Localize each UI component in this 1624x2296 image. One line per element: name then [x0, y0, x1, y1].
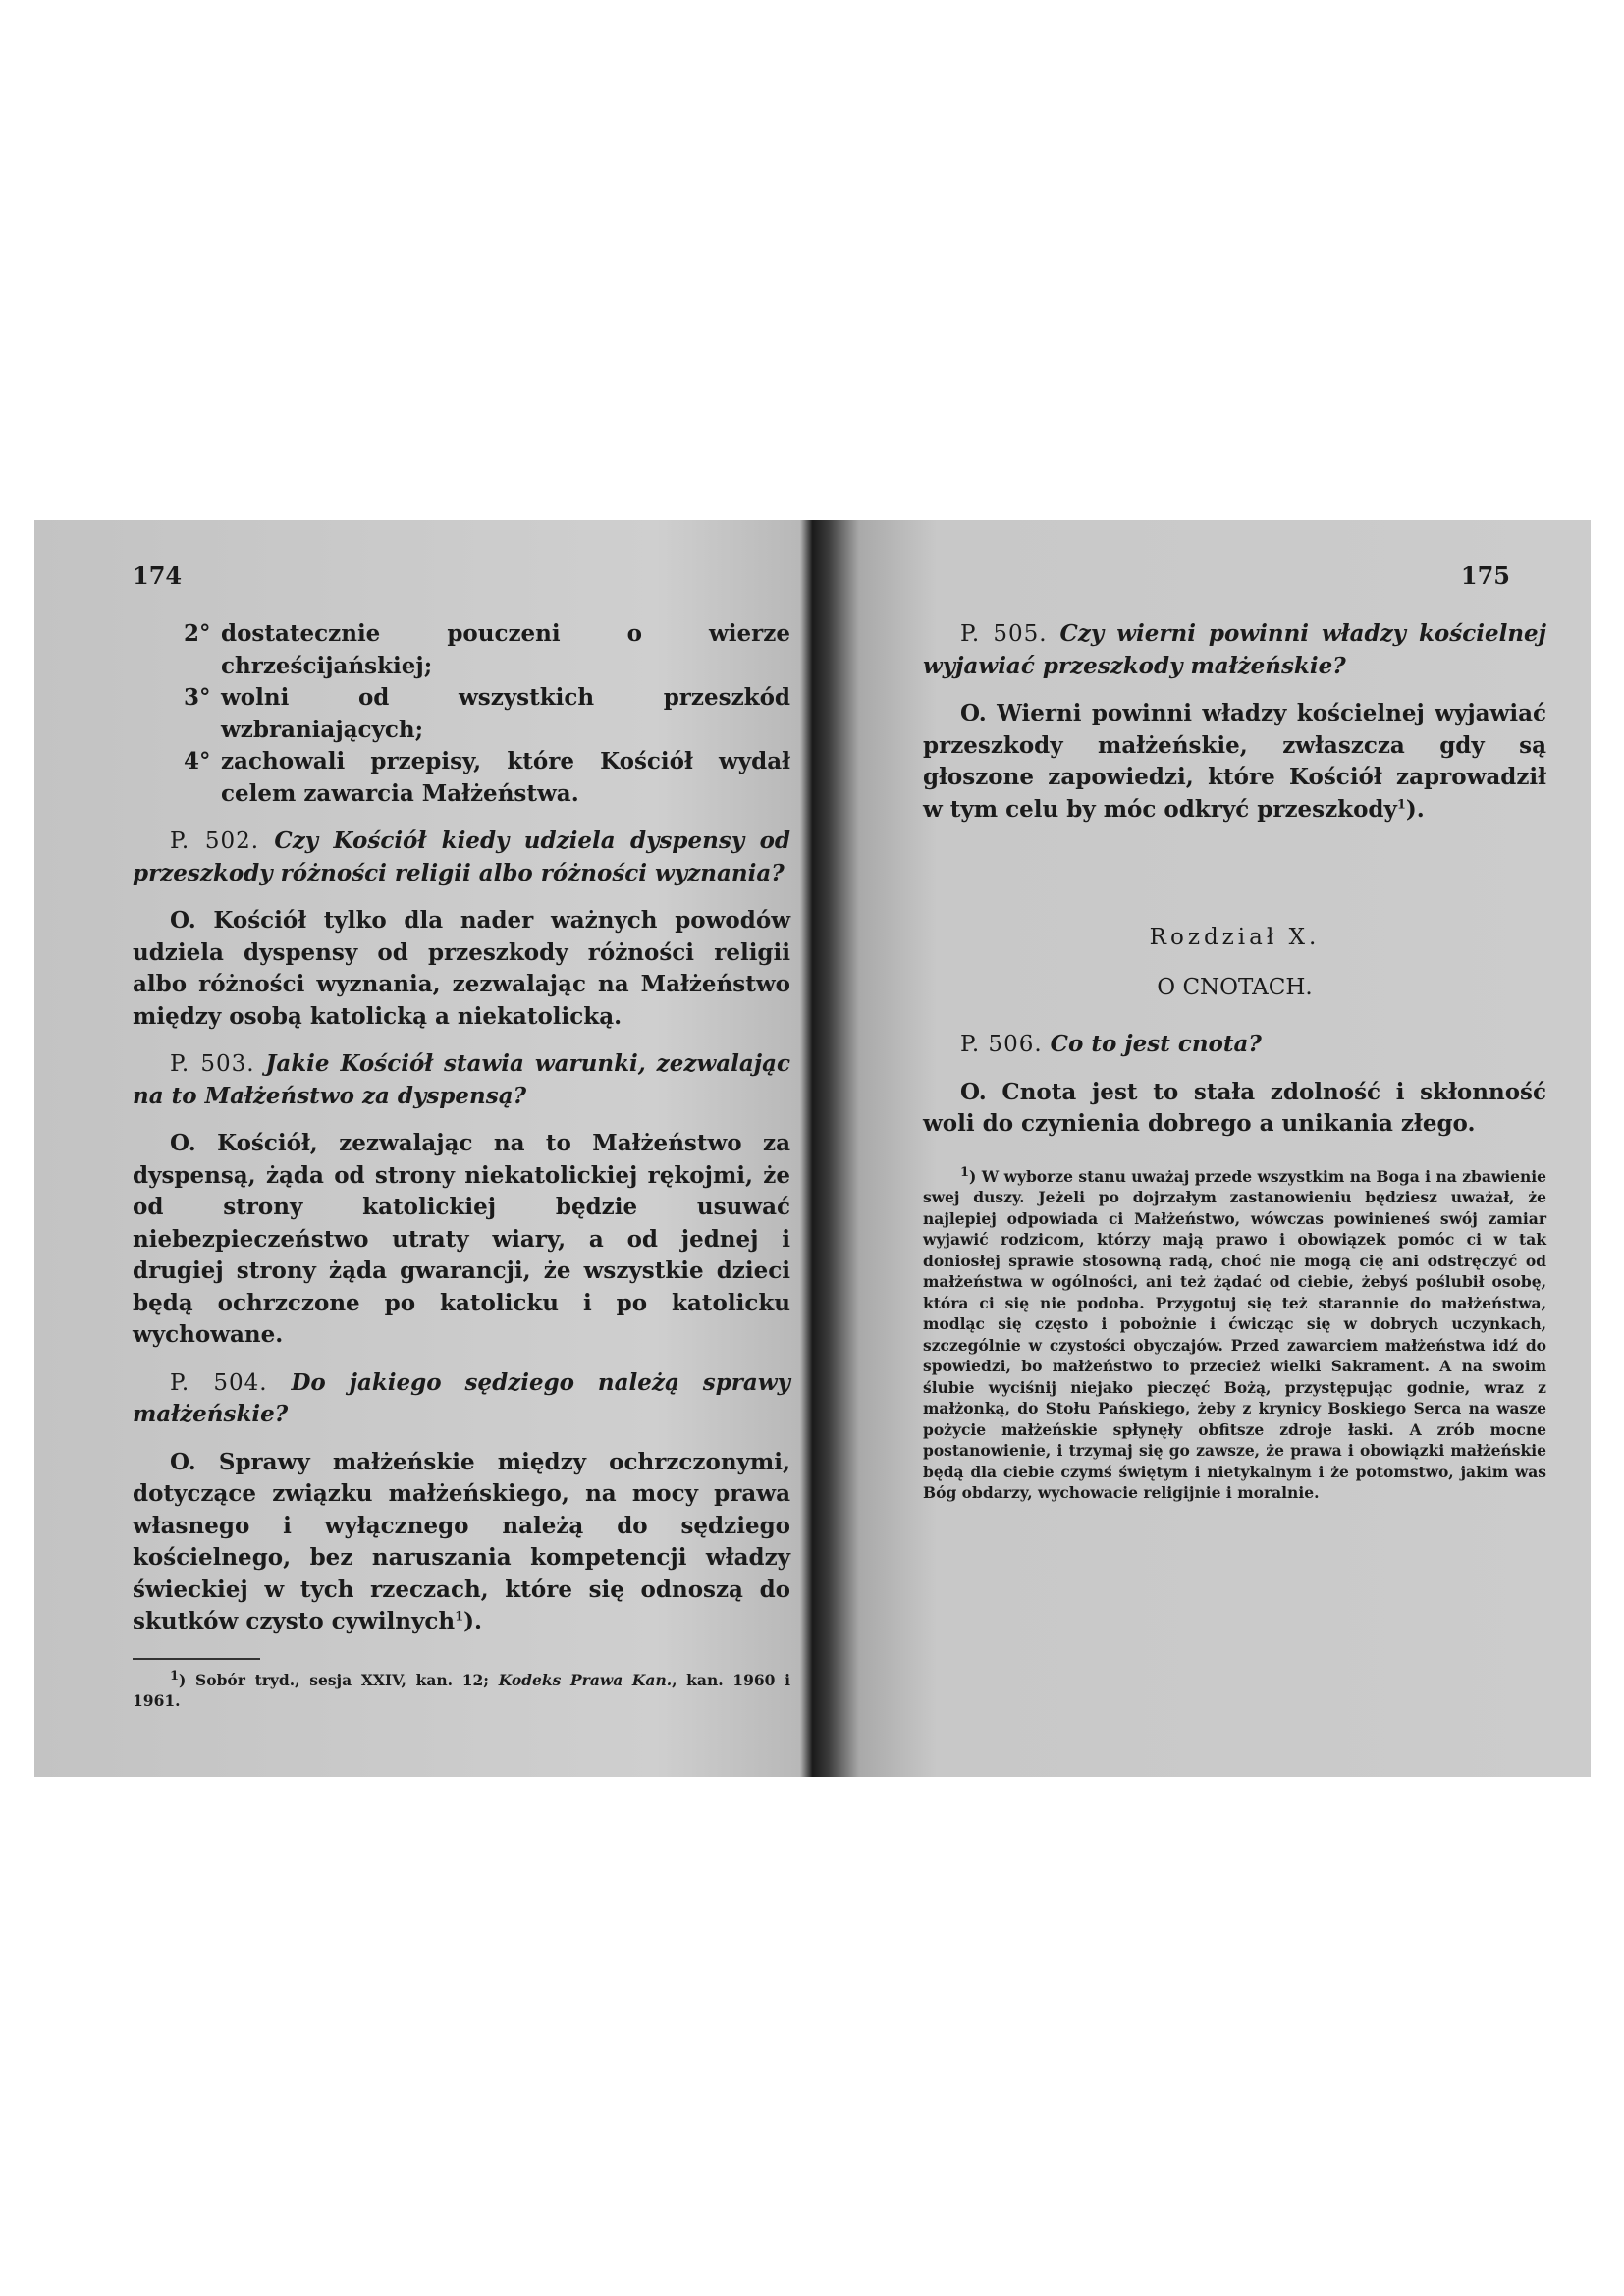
chapter-title: O CNOTACH. — [1157, 974, 1313, 1000]
answer-end: ). — [1405, 795, 1425, 823]
question-505 — [923, 618, 1546, 682]
footnote-mark: 1 — [960, 1164, 970, 1180]
footnote-mark: 1 — [170, 1668, 180, 1683]
answer-504 — [133, 1447, 790, 1638]
footnote-ref: 1 — [455, 1609, 464, 1625]
right-page — [825, 520, 1591, 1777]
right-column — [923, 618, 1546, 1504]
answer-text: O. Wierni powinni władzy kościelnej wyjawiać przeszkody małżeńskie, zwłaszcza gdy są głoszone zapowiedzi, które Kościół zaprowadził w tym celu by móc odkryć przeszkody — [923, 700, 1546, 823]
answer-end: ). — [463, 1608, 483, 1634]
question-text: Jakie Kościół stawia warunki, zezwalając na to Małżeństwo za dyspensą? — [133, 1050, 791, 1109]
list-text: dostatecznie pouczeni o wierze chrześcijańskiej; — [221, 620, 790, 679]
question-text: Do jakiego sędziego należą sprawy małżeńskie? — [133, 1368, 790, 1427]
question-504 — [133, 1367, 790, 1431]
page-number: 175 — [1460, 561, 1510, 590]
list-item — [133, 682, 790, 746]
answer-502: O. Kościół tylko dla nader ważnych powodów udziela dyspensy od przeszkody różności religii albo różności wyznania, zezwalając na Małżeństwo między osobą katolicką a niekatolicką. — [133, 907, 790, 1030]
footnote-ref: 1 — [1396, 796, 1406, 812]
list-number: 2° — [184, 620, 211, 647]
list-item — [133, 618, 790, 682]
left-column — [133, 618, 790, 1712]
chapter-heading: Rozdział X. — [1149, 925, 1321, 950]
question-text: Czy wierni powinni władzy kościelnej wyjawiać przeszkody małżeńskie? — [923, 620, 1546, 679]
list-number: 4° — [184, 748, 211, 774]
page-number: 174 — [133, 561, 183, 590]
footnote — [923, 1166, 1546, 1504]
question-506 — [923, 1029, 1546, 1061]
footnote-text: ) W wyborze stanu uważaj przede wszystkim na Boga i na zbawienie swej duszy. Jeżeli po dojrzałym zastanowieniu będziesz uważał, że najlepiej odpowiada ci Małżeństwo, wówczas powinieneś swój zamiar wyjawić rodzicom, którzy mają prawo i obowiązek pomóc ci w tak doniosłej sprawie stosowną radą, choć nie mogą cię ani odstręczyć od małżeństwa w ogólności, ani też żądać od ciebie, żebyś poślubił osobę, która ci się nie podoba. Przygotuj się też starannie do małżeństwa, modląc się często i pobożnie i ćwicząc się w dobrych uczynkach, szczególnie w czystości obyczajów. Przed zawarciem małżeństwa idź do spowiedzi, bo małżeństwo to przecież wielki Sakrament. A na swoim ślubie wyciśnij niejako pieczęć Bożą, przystępując godnie, wraz z małżonką, do Stołu Pańskiego, żeby z krynicy Boskiego Serca na wasze pożycie małżeńskie spłynęły obfitsze zdroje łaski. A zrób mocne postanowienie, i trzymaj się go zawsze, że prawa i obowiązki małżeńskie będą dla ciebie czymś świętym i nietykalnym i że potomstwo, jakim was Bóg obdarzy, wychowacie religijnie i moralnie. — [923, 1166, 1546, 1502]
answer-503: O. Kościół, zezwalając na to Małżeństwo za dyspensą, żąda od strony niekatolickiej rękojmi, że od strony katolickiej będzie usuwać niebezpieczeństwo utraty wiary, a od jednej i drugiej strony żąda gwarancji, że wszystkie dzieci będą ochrzczone po katolicku i po katolicku wychowane. — [133, 1130, 790, 1348]
question-label: P. 503. — [170, 1051, 255, 1077]
book-spread — [34, 520, 1591, 1777]
footnote-text: ) Sobór tryd., sesja XXIV, kan. 12; — [179, 1670, 489, 1689]
question-label: P. 505. — [960, 621, 1048, 647]
answer-505 — [923, 698, 1546, 826]
list-number: 3° — [184, 684, 211, 711]
question-text: Czy Kościół kiedy udziela dyspensy od przeszkody różności religii albo różności wyznania? — [133, 828, 790, 886]
question-text: Co to jest cnota? — [1050, 1031, 1262, 1057]
left-page — [34, 520, 810, 1777]
footnote-italic: Kodeks Prawa Kan. — [498, 1670, 673, 1689]
answer-506: O. Cnota jest to stała zdolność i skłonność woli do czynienia dobrego a unikania złego. — [923, 1078, 1546, 1137]
footnote — [133, 1670, 790, 1712]
question-label: P. 502. — [170, 828, 260, 854]
answer-text: O. Sprawy małżeńskie między ochrzczonymi, dotyczące związku małżeńskiego, na mocy prawa własnego i wyłącznego należą do sędziego kościelnego, bez naruszania kompetencji władzy świeckiej w tych rzeczach, które się odnoszą do skutków czysto cywilnych — [133, 1448, 790, 1634]
list-item — [133, 746, 790, 810]
question-label: P. 504. — [170, 1369, 268, 1396]
footnote-text-end: , kan. 1960 i 1961. — [133, 1670, 791, 1710]
list-text: wolni od wszystkich przeszkód wzbraniających; — [221, 684, 790, 743]
list-text: zachowali przepisy, które Kościół wydał celem zawarcia Małżeństwa. — [221, 748, 790, 807]
question-502 — [133, 826, 790, 889]
question-label: P. 506. — [960, 1032, 1043, 1057]
footnote-divider — [133, 1658, 260, 1660]
question-503 — [133, 1048, 790, 1112]
